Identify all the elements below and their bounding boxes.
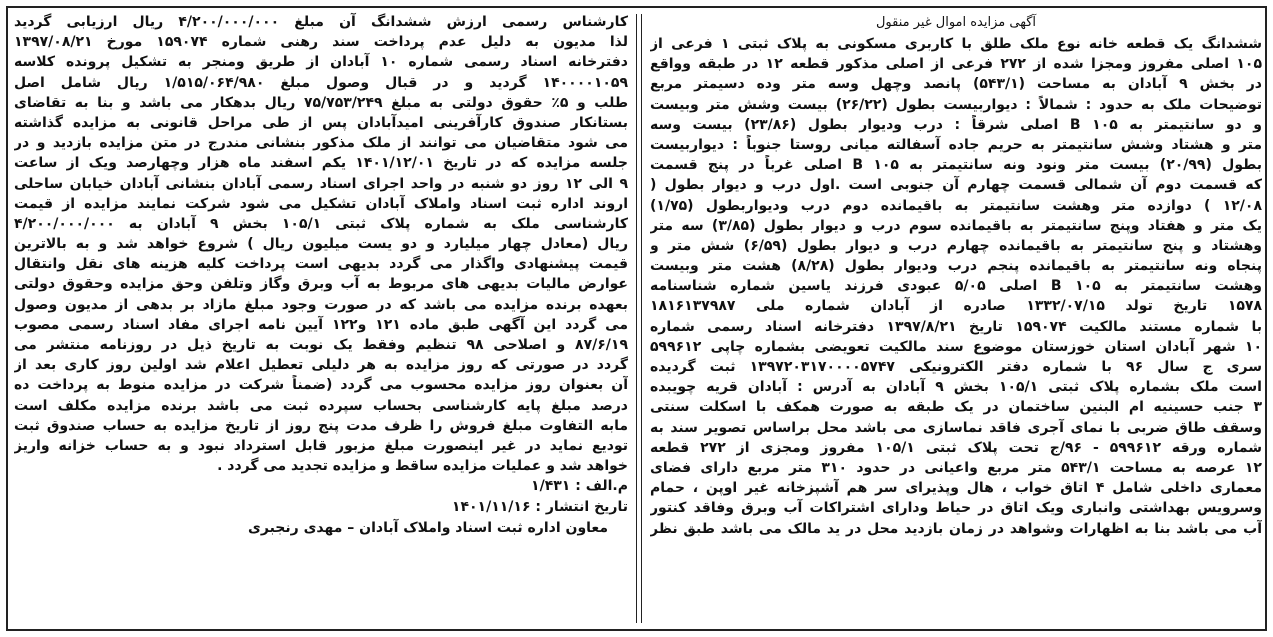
notice-line: گردد در صورتی که روز مزایده به هر دلیلی تعطیل اعلام شد اولین روز کاری بعد از xyxy=(14,357,628,374)
notice-line: مابه التفاوت مبلغ فروش را ظرف مدت پنج روز از تاریخ مزایده به حساب صندوق ثبت xyxy=(14,417,628,434)
column-divider xyxy=(636,14,637,623)
notice-line: و دو سانتیمتر به B ۱۰۵ اصلی شرقاً : درب ودیوار بطول (۲۳/۸۶) بیست وسه xyxy=(650,116,1262,133)
notice-line: اروند اداره ثبت اسناد واملاک آبادان تشکیل می شود شرکت نمایند مزایده از قیمت xyxy=(14,195,628,212)
notice-line: شماره ورقه ۵۹۹۶۱۲ - ۹۶/ج تحت پلاک ثبتی ۱۰۵/۱ مفروز ومجزی از ۲۷۲ قطعه xyxy=(650,439,1262,456)
notice-column-left xyxy=(14,12,628,539)
notice-line: متر و هشتاد وشش سانتیمتر به حریم جاده آسفالته میانی روستا جنوباً : دیواربیست xyxy=(650,136,1262,153)
notice-line: ۸۷/۶/۱۹ و اصلاحی ۹۸ تنظیم وفقط یک نوبت به تاریخ ذیل در روزنامه منتشر می xyxy=(14,337,628,353)
notice-line: ۱۲/۰۸ ) دوازده متر وهشت سانتیمتر به باقیمانده دوم درب ودیواربطول (۱/۷۵) xyxy=(650,197,1262,214)
notice-line: با شماره مستند مالکیت ۱۵۹۰۷۴ تاریخ ۱۳۹۷/۸/۲۱ دفترخانه اسناد رسمی شماره xyxy=(650,318,1262,335)
notice-line: در بخش ۹ آبادان به مساحت (۵۴۳/۱) پانصد وچهل وسه متر وده دسیمتر مربع xyxy=(650,76,1262,93)
notice-line: ۱۲ عرصه به مساحت ۵۴۳/۱ متر مربع واعیانی در حدود ۳۱۰ متر مربع دارای فضای xyxy=(650,459,1262,476)
notice-line: که قسمت دوم آن شمالی قسمت چهارم آن جنوبی است .اول درب و دیوار بطول ( xyxy=(650,177,1262,194)
notice-line: ۱۰۵ اصلی مفروز ومجزا شده از ۲۷۲ فرعی از اصلی مذکور قطعه ۱۲ در طبقه وواقع xyxy=(650,56,1262,73)
notice-line: ۱۰ شهر آبادان استان خوزستان موضوع سند مالکیت تعویضی بشماره چاپی ۵۹۹۶۱۲ xyxy=(650,338,1262,355)
notice-line: دفترخانه اسناد رسمی شماره ۱۰ آبادان از طریق ومنجر به تشکیل پرونده کلاسه xyxy=(14,54,628,71)
notice-line: کارشناسی ملک به شماره پلاک ثبتی ۱۰۵/۱ بخش ۹ آبادان به ۴/۲۰۰/۰۰۰/۰۰۰ xyxy=(14,215,628,232)
notice-body-right xyxy=(650,34,1262,539)
notice-body-left xyxy=(14,12,628,476)
notice-line: لذا مدیون به دلیل عدم پرداخت سند رهنی شماره ۱۵۹۰۷۴ مورخ ۱۳۹۷/۰۸/۲۱ xyxy=(14,34,628,51)
notice-line: بطول (۲۰/۹۹) بیست متر ونود ونه سانتیمتر به B ۱۰۵ اصلی غرباً در پنج قسمت xyxy=(650,157,1262,174)
notice-line: وسرویس بهداشتی وانباری ویک اتاق در حیاط ودارای اشتراکات آب وبرق وفاقد کنتور xyxy=(650,500,1262,517)
notice-line: جلسه مزایده که در تاریخ ۱۴۰۱/۱۲/۰۱ یکم اسفند ماه هزار وچهارصد ویک از ساعت xyxy=(14,155,628,172)
notice-line: وهشت سانتیمتر به ۱۰۵ B اصلی ۵/۰۵ عبودی فرزند یاسین شماره شناسنامه xyxy=(650,278,1262,295)
notice-line: است ملک بشماره پلاک ثبتی ۱۰۵/۱ بخش ۹ آبادان به آدرس : آبادان قریه چویبده xyxy=(650,379,1262,396)
notice-line: سری ج سال ۹۶ با شماره دفتر الکترونیکی ۱۳۹۷۲۰۳۱۷۰۰۰۰۵۷۴۷ ثبت گردیده xyxy=(650,359,1262,375)
signer-name: معاون اداره ثبت اسناد واملاک آبادان – مهدی رنجبری xyxy=(248,520,608,537)
reference-number: م.الف : ۱/۴۳۱ xyxy=(531,478,628,495)
column-divider-inner xyxy=(641,14,642,623)
notice-line: ریال (معادل چهار میلیارد و دو یست میلیون ریال ) شروع خواهد شد و به بالاترین xyxy=(14,236,628,253)
notice-line: قیمت پیشنهادی واگذار می گردد بدیهی است پرداخت کلیه هزینه های نقل وانتقال xyxy=(14,256,628,273)
notice-line: ۱۴۰۰۰۰۱۰۵۹ گردید و در قبال وصول مبلغ ۱/۵۱۵/۰۶۴/۹۸۰ ریال شامل اصل xyxy=(14,74,628,91)
notice-line: توضیحات ملک به حدود : شمالاً : دیواربیست بطول (۲۶/۲۲) بیست وشش متر وبیست xyxy=(650,96,1262,113)
notice-line: می شود متقاضیان می توانند از ملک مذکور بنشانی مندرج در متن مزایده بازدید و در xyxy=(14,135,628,152)
notice-line: بستانکار صندوق کارآفرینی امیدآبادان پس از طی مراحل قانونی به مزایده گذاشته xyxy=(14,114,628,131)
notice-line: معماری داخلی شامل ۴ اتاق خواب ، هال وپذیرای سر هم آشپزخانه غیر اوپن ، حمام xyxy=(650,480,1262,497)
notice-line: خواهد شد و عملیات مزایده ساقط و مزایده تجدید می گردد . xyxy=(217,458,628,475)
notice-line: می گردد این آگهی طبق ماده ۱۲۱ و۱۲۲ آیین نامه اجرای مفاد اسناد رسمی مصوب xyxy=(14,316,628,333)
notice-line: تودیع نماید در غیر اینصورت مبلغ مزبور قابل استرداد نبود و به حساب خزانه واریز xyxy=(14,437,628,454)
notice-line: ۹ الی ۱۲ روز دو شنبه در واحد اجرای اسناد رسمی آبادان بنشانی آبادان خیابان ساحلی xyxy=(14,175,628,192)
notice-line: ۳ جنب حسینیه ام البنین ساختمان در یک طبقه به صورت همکف با اسکلت سنتی xyxy=(650,399,1262,416)
notice-line: ششدانگ یک قطعه خانه نوع ملک طلق با کاربری مسکونی به پلاک ثبتی ۱ فرعی از xyxy=(650,36,1262,52)
notice-line: آب می باشد بنا به اظهارات وشواهد در زمان بازدید محل در ید مالک می باشد طبق نظر xyxy=(650,520,1262,537)
notice-line: وهشتاد و پنج سانتیمتر به باقیمانده چهارم درب و دیوار بطول (۶/۵۹) شش متر و xyxy=(650,237,1262,254)
notice-title: آگهی مزایده اموال غیر منقول xyxy=(875,15,1037,30)
notice-line: کارشناس رسمی ارزش ششدانگ آن مبلغ ۴/۲۰۰/۰۰۰/۰۰۰ ریال ارزیابی گردید xyxy=(14,14,628,30)
notice-line: ۱۵۷۸ تاریخ تولد ۱۳۳۲/۰۷/۱۵ صادره از آبادان شماره ملی ۱۸۱۶۱۳۷۹۸۷ xyxy=(650,298,1262,315)
notice-column-right xyxy=(650,12,1262,539)
notice-line: درصد مبلغ پایه کارشناسی بحساب سپرده ثبت می باشد برنده مزایده مکلف است xyxy=(14,397,628,414)
notice-line: بعهده برنده مزایده می باشد که در صورت وجود مبلغ مازاد بر بدهی از مدیون وصول xyxy=(14,296,628,313)
publish-date: تاریخ انتشار : ۱۴۰۱/۱۱/۱۶ xyxy=(451,499,628,516)
notice-line: پنجاه ونه سانتیمتر به باقیمانده پنجم درب ودیوار بطول (۸/۲۸) هشت متر وبیست xyxy=(650,258,1262,275)
notice-line: عوارض مالیات بدیهی های مربوط به آب وبرق وگاز وتلفن وحق مزایده وحقوق دولتی xyxy=(14,276,628,293)
notice-line: یک متر و هفتاد وپنج سانتیمتر به باقیمانده سوم درب و دیوار بطول (۳/۸۵) سه متر xyxy=(650,217,1262,234)
notice-line: آن بعنوان روز مزایده محسوب می گردد (ضمناً شرکت در مزایده منوط به پرداخت ده xyxy=(14,377,628,394)
notice-line: طلب و ۵٪ حقوق دولتی به مبلغ ۷۵/۷۵۳/۲۴۹ ریال بدهکار می باشد و بنا به تقاضای xyxy=(14,94,628,111)
notice-line: وسقف طاق ضربی با نمای آجری فاقد نماسازی می باشد محل براساس تصویر سند به xyxy=(650,419,1262,436)
